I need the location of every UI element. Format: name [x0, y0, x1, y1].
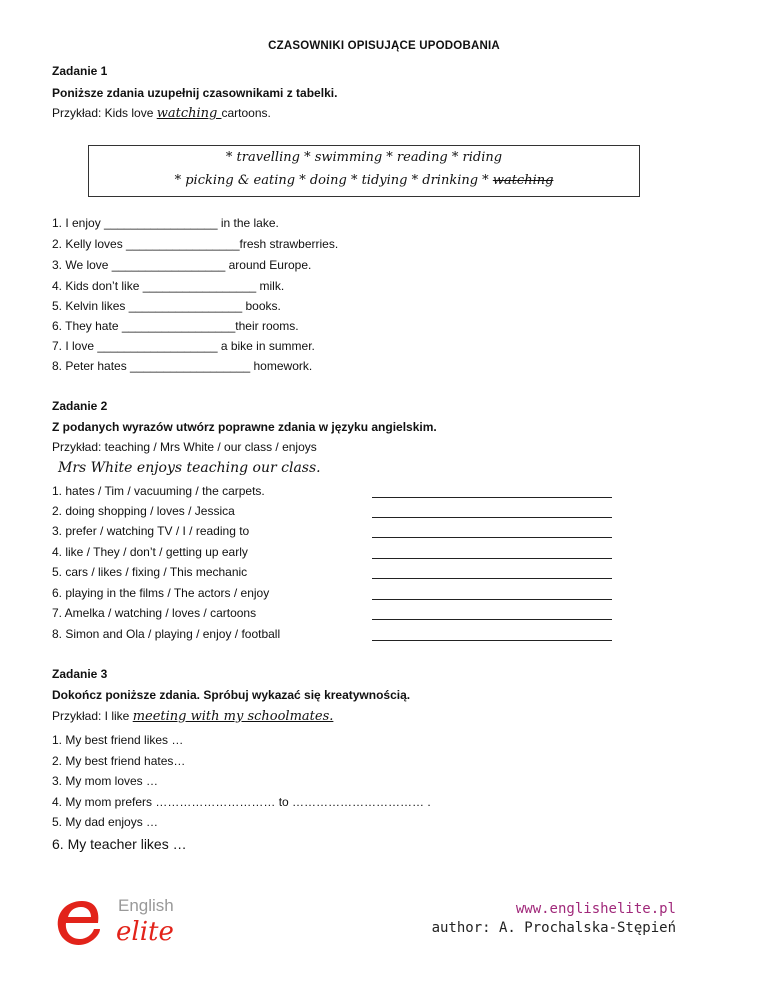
answer-line-6 — [372, 599, 612, 600]
task3-example-prefix: Przykład: I like — [52, 709, 133, 723]
answer-line-2 — [372, 517, 612, 518]
task1-item-2: 2. Kelly loves _________________fresh strawberries. — [52, 237, 339, 251]
task2-item-4: 4. like / They / don’t / getting up early — [52, 545, 248, 559]
task1-item-6: 6. They hate _________________their rooms. — [52, 319, 299, 333]
task1-item-1: 1. I enjoy _________________ in the lake. — [52, 216, 279, 230]
task2-instruction: Z podanych wyrazów utwórz poprawne zdania w języku angielskim. — [52, 420, 437, 434]
task2-heading: Zadanie 2 — [52, 399, 108, 413]
logo-english-text: English — [118, 896, 174, 915]
task3-item-5: 5. My dad enjoys … — [52, 815, 159, 829]
task1-example-prefix: Przykład: Kids love — [52, 106, 157, 120]
task2-item-5: 5. cars / likes / fixing / This mechanic — [52, 565, 248, 579]
task1-example-answer: watching — [156, 106, 222, 121]
answer-line-1 — [372, 497, 612, 498]
page-title: CZASOWNIKI OPISUJĄCE UPODOBANIA — [268, 40, 500, 52]
answer-line-5 — [372, 578, 612, 579]
word-box-struck-word: watching — [492, 173, 554, 188]
task3-instruction: Dokończ poniższe zdania. Spróbuj wykazać się kreatywnością. — [52, 688, 411, 702]
task1-item-3: 3. We love _________________ around Europe. — [52, 258, 312, 272]
task2-item-8: 8. Simon and Ola / playing / enjoy / football — [52, 627, 281, 641]
task2-item-2: 2. doing shopping / loves / Jessica — [52, 504, 235, 518]
answer-line-7 — [372, 619, 612, 620]
task1-item-8: 8. Peter hates __________________ homework. — [52, 359, 313, 373]
task1-item-7: 7. I love __________________ a bike in summer. — [52, 339, 315, 353]
task1-example-suffix: cartoons. — [221, 106, 271, 120]
task2-example: Przykład: teaching / Mrs White / our class / enjoys — [52, 440, 317, 454]
author-credit: author: A. Prochalska-Stępień — [431, 920, 676, 936]
answer-line-4 — [372, 558, 612, 559]
english-elite-logo — [52, 893, 202, 953]
task1-instruction: Poniższe zdania uzupełnij czasownikami z tabelki. — [52, 86, 338, 100]
task3-item-6: 6. My teacher likes … — [52, 836, 187, 852]
task1-example — [52, 106, 271, 121]
word-box — [88, 145, 640, 197]
task2-item-1: 1. hates / Tim / vacuuming / the carpets. — [52, 484, 265, 498]
answer-line-3 — [372, 537, 612, 538]
task3-heading: Zadanie 3 — [52, 667, 108, 681]
task3-example — [52, 709, 333, 724]
word-box-row-2-words: * picking & eating * doing * tidying * drinking * — [174, 173, 493, 188]
website-link[interactable]: www.englishelite.pl — [515, 901, 676, 917]
task3-item-4: 4. My mom prefers ………………………… to …………………………… . — [52, 795, 431, 809]
task3-example-answer: meeting with my schoolmates. — [132, 709, 334, 724]
task2-item-3: 3. prefer / watching TV / I / reading to — [52, 524, 250, 538]
task2-item-6: 6. playing in the films / The actors / enjoy — [52, 586, 270, 600]
task3-item-3: 3. My mom loves … — [52, 774, 159, 788]
task2-item-7: 7. Amelka / watching / loves / cartoons — [52, 606, 257, 620]
word-box-row-2 — [89, 173, 639, 188]
answer-line-8 — [372, 640, 612, 641]
logo-elite-text: elite — [116, 917, 174, 947]
word-box-row-1: * travelling * swimming * reading * riding — [225, 150, 503, 165]
task1-heading: Zadanie 1 — [52, 64, 108, 78]
task3-item-2: 2. My best friend hates… — [52, 754, 186, 768]
task1-item-4: 4. Kids don’t like _________________ milk. — [52, 279, 285, 293]
task1-item-5: 5. Kelvin likes _________________ books. — [52, 299, 281, 313]
task3-item-1: 1. My best friend likes … — [52, 733, 184, 747]
task2-example-answer: Mrs White enjoys teaching our class. — [58, 460, 321, 476]
